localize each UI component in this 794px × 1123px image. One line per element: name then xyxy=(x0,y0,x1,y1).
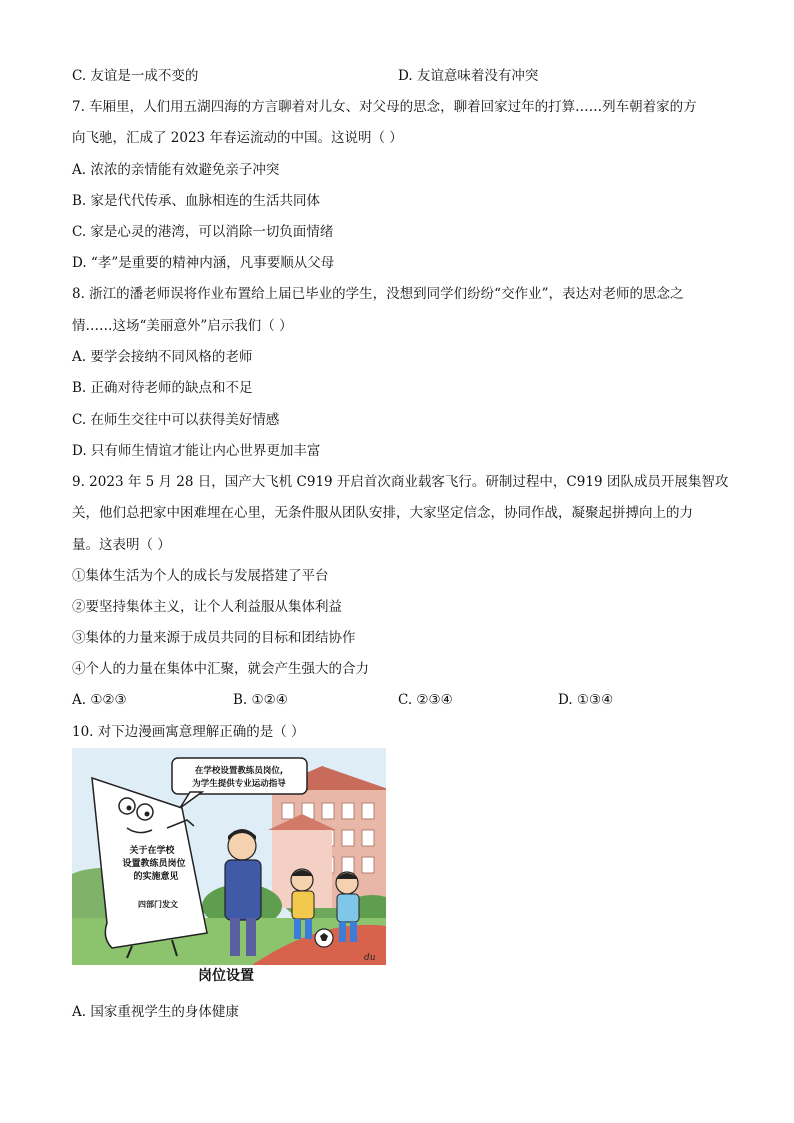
q7-option-d: D. “孝”是重要的精神内涵，凡事要顺从父母 xyxy=(72,255,335,271)
q7-stem-line-1: 7. 车厢里，人们用五湖四海的方言聊着对儿女、对父母的思念，聊着回家过年的打算……列车朝着家的方 xyxy=(72,99,697,115)
q8-option-d: D. 只有师生情谊才能让内心世界更加丰富 xyxy=(72,443,321,459)
q8-stem-line-1: 8. 浙江的潘老师误将作业布置给上届已毕业的学生，没想到同学们纷纷“交作业”，表达对老师的思念之 xyxy=(72,286,684,302)
speech-bubble-line-2: 为学生提供专业运动指导 xyxy=(192,779,286,789)
q9-statement-4: ④个人的力量在集体中汇聚，就会产生强大的合力 xyxy=(72,661,369,677)
q8-option-b: B. 正确对待老师的缺点和不足 xyxy=(72,380,253,396)
q8-option-a: A. 要学会接纳不同风格的老师 xyxy=(72,349,253,365)
q9-stem-line-3: 量。这表明（ ） xyxy=(72,537,171,553)
q6-option-c: C. 友谊是一成不变的 xyxy=(72,68,199,84)
document-title-line-3: 的实施意见 xyxy=(133,872,179,882)
q9-option-c: C. ②③④ xyxy=(398,692,453,708)
q9-option-a: A. ①②③ xyxy=(72,692,127,708)
q8-stem-line-2: 情……这场“美丽意外”启示我们（ ） xyxy=(72,318,293,334)
q9-stem-line-1: 9. 2023 年 5 月 28 日，国产大飞机 C919 开启首次商业载客飞行。研制过程中，C919 团队成员开展集智攻 xyxy=(72,474,729,490)
q6-option-d: D. 友谊意味着没有冲突 xyxy=(398,68,539,84)
cartoon-caption: 岗位设置 xyxy=(198,968,254,984)
q7-stem-line-2: 向飞驰，汇成了 2023 年春运流动的中国。这说明（ ） xyxy=(72,130,403,146)
q10-stem: 10. 对下边漫画寓意理解正确的是（ ） xyxy=(72,724,305,740)
artist-signature: du xyxy=(364,953,376,963)
q7-option-c: C. 家是心灵的港湾，可以消除一切负面情绪 xyxy=(72,224,334,240)
q7-option-a: A. 浓浓的亲情能有效避免亲子冲突 xyxy=(72,162,280,178)
q9-stem-line-2: 关，他们总把家中困难埋在心里，无条件服从团队安排，大家坚定信念，协同作战，凝聚起拼搏向上的力 xyxy=(72,505,693,521)
cartoon-illustration xyxy=(72,748,386,965)
document-title-line-1: 关于在学校 xyxy=(129,846,175,856)
q10-option-a: A. 国家重视学生的身体健康 xyxy=(72,1004,239,1020)
q9-option-b: B. ①②④ xyxy=(233,692,288,708)
speech-bubble-line-1: 在学校设置教练员岗位, xyxy=(194,766,284,776)
document-title-line-2: 设置教练员岗位 xyxy=(122,859,186,869)
q9-statement-1: ①集体生活为个人的成长与发展搭建了平台 xyxy=(72,568,329,584)
q9-statement-3: ③集体的力量来源于成员共同的目标和团结协作 xyxy=(72,630,356,646)
q9-statement-2: ②要坚持集体主义，让个人利益服从集体利益 xyxy=(72,599,342,615)
document-footer: 四部门发文 xyxy=(138,900,178,909)
q8-option-c: C. 在师生交往中可以获得美好情感 xyxy=(72,412,280,428)
q9-option-d: D. ①③④ xyxy=(558,692,614,708)
q7-option-b: B. 家是代代传承、血脉相连的生活共同体 xyxy=(72,193,321,209)
